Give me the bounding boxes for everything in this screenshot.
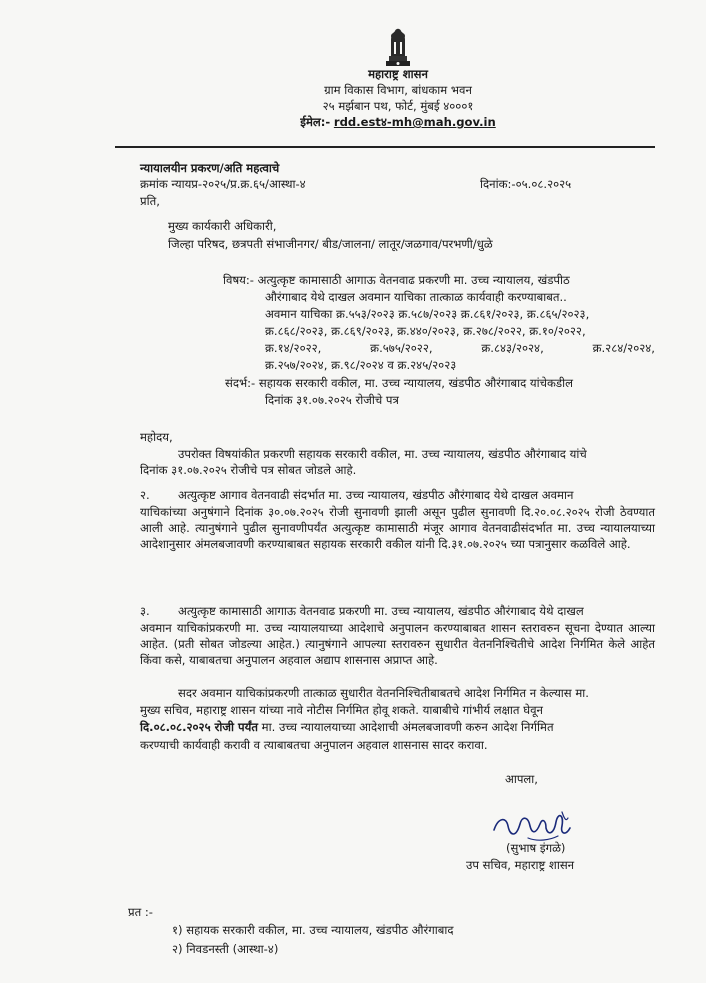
petition-number: क्र.२८४/२०२४, bbox=[592, 341, 655, 355]
paragraph-4-line: सदर अवमान याचिकांप्रकरणी तात्काळ सुधारीत वेतननिश्चितीबाबतचे आदेश निर्गमित न केल्यास मा. bbox=[178, 686, 589, 700]
paragraph-2-number: २. bbox=[140, 488, 150, 502]
paragraph-4-line: मुख्य सचिव, महाराष्ट्र शासन यांच्या नावे नोटीस निर्गमित होवू शकते. याबाबीचे गांभीर्य लक्षात घेवून bbox=[140, 703, 543, 717]
petition-number: क्र.१४/२०२२, bbox=[265, 341, 322, 355]
subject-line: विषय:- अत्युत्कृष्ट कामासाठी आगाऊ वेतनवाढ प्रकरणी मा. उच्च न्यायालय, खंडपीठ bbox=[223, 273, 570, 287]
to-label: प्रति, bbox=[140, 194, 160, 208]
salutation: महोदय, bbox=[140, 430, 173, 444]
letter-category: न्यायालयीन प्रकरण/अति महत्वाचे bbox=[140, 161, 280, 175]
paragraph-3-body: अवमान याचिकांप्रकरणी मा. उच्च न्यायालयाच्या आदेशाचे अनुपालन करण्याबाबत शासन स्तरावरुन सूचना देण्यात आल्या आहेत. (प्रती सोबत जोडल्या आहेत.) त्यानुषंगाने आपल्या स्तरावरुन सुधारीत वेतननिश्चितीचे आदेश निर्गमित केले आहेत किंवा कसे, याबाबतचा अनुपालन अहवाल अद्याप शासनास अप्राप्त आहे. bbox=[140, 621, 655, 667]
petition-number: क्र.५७५/२०२२, bbox=[370, 341, 433, 355]
yours-label: आपला, bbox=[505, 772, 538, 786]
paragraph-3-number: ३. bbox=[140, 604, 150, 618]
signatory-name: (सुभाष इंगळे) bbox=[506, 841, 566, 855]
recipient-address: जिल्हा परिषद, छत्रपती संभाजीनगर/ बीड/जालना/ लातूर/जळगाव/परभणी/धुळे bbox=[168, 237, 493, 251]
copy-item: १) सहायक सरकारी वकील, मा. उच्च न्यायालय, खंडपीठ औरंगाबाद bbox=[172, 923, 454, 937]
email-label: ईमेल:- bbox=[300, 115, 331, 129]
copy-label: प्रत :- bbox=[128, 905, 153, 919]
office-address: २५ मर्झबान पथ, फोर्ट, मुंबई ४०००१ bbox=[322, 99, 474, 113]
letterhead bbox=[280, 66, 516, 130]
letter-date: दिनांक:-०५.०८.२०२५ bbox=[480, 177, 572, 191]
reference-line: संदर्भ:- सहायक सरकारी वकील, मा. उच्च न्यायालय, खंडपीठ औरंगाबाद यांचेकडील bbox=[225, 376, 573, 390]
subject-line: औरंगाबाद येथे दाखल अवमान याचिका तात्काळ कार्यवाही करण्याबाबत.. bbox=[265, 290, 567, 304]
signatory-designation: उप सचिव, महाराष्ट्र शासन bbox=[466, 858, 575, 872]
paragraph-2-line: अत्युत्कृष्ट आगाव वेतनवाढी संदर्भात मा. उच्च न्यायालय, खंडपीठ औरंगाबाद येथे दाखल अवमान bbox=[178, 488, 574, 502]
department-name: ग्राम विकास विभाग, बांधकाम भवन bbox=[324, 83, 472, 97]
paragraph-4-text: मा. उच्च न्यायालयाच्या आदेशाची अंमलबजावणी करुन आदेश निर्गमित bbox=[257, 720, 554, 734]
paragraph-1-line: उपरोक्त विषयांकीत प्रकरणी सहायक सरकारी वकील, मा. उच्च न्यायालय, खंडपीठ औरंगाबाद यांचे bbox=[178, 447, 587, 461]
email-link[interactable]: rdd.est४-mh@mah.gov.in bbox=[333, 115, 496, 129]
email-line bbox=[280, 114, 516, 130]
paragraph-4-line bbox=[140, 719, 554, 735]
paragraph-4-line: करण्याची कार्यवाही करावी व त्याबाबतचा अनुपालन अहवाल शासनास सादर करावा. bbox=[140, 738, 488, 752]
govt-name: महाराष्ट्र शासन bbox=[368, 67, 428, 81]
state-emblem-icon bbox=[383, 26, 413, 68]
header-divider bbox=[115, 146, 655, 148]
petition-numbers: अवमान याचिका क्र.५५३/२०२३ क्र.५८७/२०२३ क्र.८६१/२०२३, क्र.८६५/२०२३, bbox=[265, 307, 590, 321]
recipient-title: मुख्य कार्यकारी अधिकारी, bbox=[168, 219, 277, 233]
handwritten-signature bbox=[488, 808, 574, 844]
paragraph-2-body: याचिकांच्या अनुषंगाने दिनांक ३०.०७.२०२५ रोजी सुनावणी झाली असून पुढील सुनावणी दि.२०.०८.२०२५ रोजी ठेवण्यात आली आहे. त्यानुषंगाने पुढील सुनावणीपर्यंत अत्युत्कृष्ट कामासाठी मंजूर आगाव वेतनवाढीसंदर्भात मा. उच्च न्यायालयाच्या आदेशानुसार अंमलबजावणी करण्याबाबत सहायक सरकारी वकील यांनी दि.३१.०७.२०२५ च्या पत्रानुसार कळविले आहे. bbox=[140, 505, 655, 551]
petition-numbers bbox=[265, 340, 655, 356]
reference-number: क्रमांक न्यायप्र-२०२५/प्र.क्र.६५/आस्था-४ bbox=[140, 177, 306, 191]
copy-item: २) निवडनस्ती (आस्था-४) bbox=[172, 942, 279, 956]
paragraph-1-line: दिनांक ३१.०७.२०२५ रोजीचे पत्र सोबत जोडले आहे. bbox=[140, 463, 357, 477]
deadline-date: दि.०८.०८.२०२५ रोजी पर्यंत bbox=[140, 720, 258, 734]
petition-numbers: क्र.२५७/२०२४, क्र.९८/२०२४ व क्र.२४५/२०२३ bbox=[265, 358, 457, 372]
reference-line: दिनांक ३१.०७.२०२५ रोजीचे पत्र bbox=[265, 393, 399, 407]
petition-number: क्र.८४३/२०२४, bbox=[481, 341, 544, 355]
paragraph-3-line: अत्युत्कृष्ट कामासाठी आगाऊ वेतनवाढ प्रकरणी मा. उच्च न्यायालय, खंडपीठ औरंगाबाद येथे दाखल bbox=[178, 604, 584, 618]
petition-numbers: क्र.८६८/२०२३, क्र.८६९/२०२३, क्र.४४०/२०२३, क्र.२७८/२०२२, क्र.१०/२०२२, bbox=[265, 324, 586, 338]
